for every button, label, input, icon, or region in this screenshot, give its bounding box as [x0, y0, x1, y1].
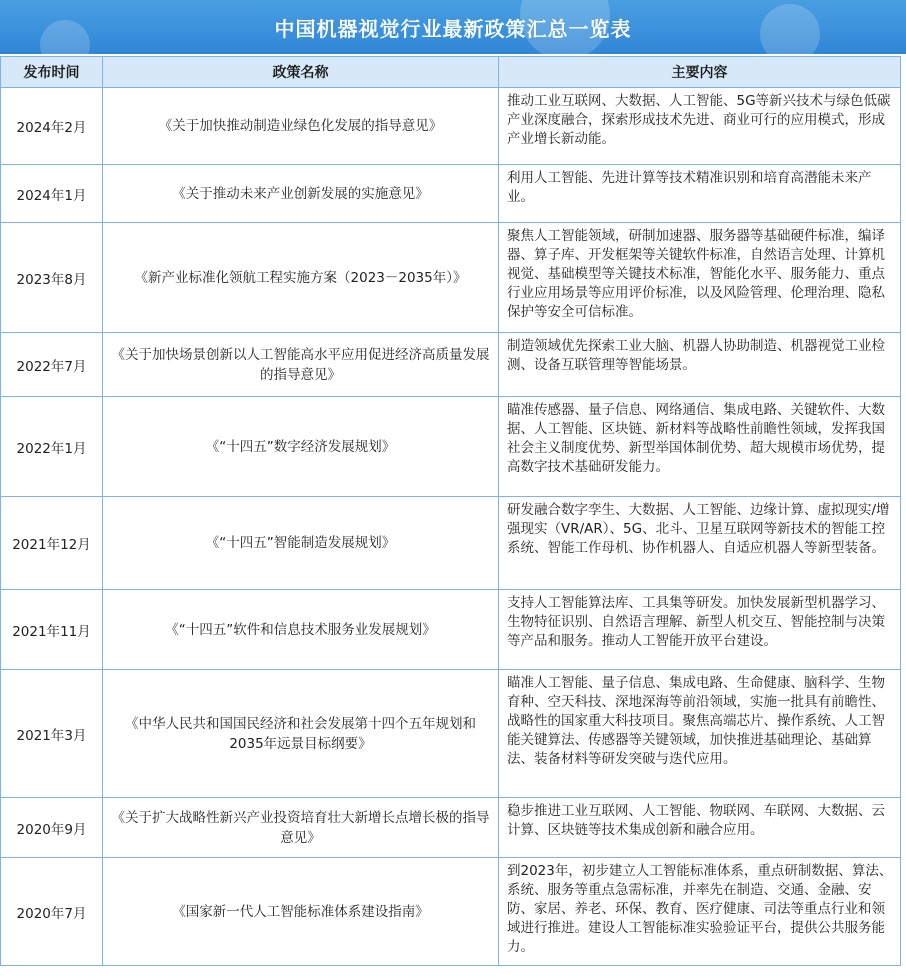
cell-date: 2021年11月 [1, 590, 103, 670]
header-content: 主要内容 [499, 57, 901, 88]
cell-date: 2024年2月 [1, 88, 103, 165]
cell-policy-name: 《关于加快推动制造业绿色化发展的指导意见》 [103, 88, 499, 165]
cell-policy-name: 《关于推动未来产业创新发展的实施意见》 [103, 165, 499, 223]
cell-content: 稳步推进工业互联网、人工智能、物联网、车联网、大数据、云计算、区块链等技术集成创新和融合应用。 [499, 798, 901, 858]
table-row [1, 223, 901, 333]
cell-date: 2021年3月 [1, 670, 103, 798]
cell-content: 研发融合数字孪生、大数据、人工智能、边缘计算、虚拟现实/增强现实（VR/AR）、5G、北斗、卫星互联网等新技术的智能工控系统、智能工作母机、协作机器人、自适应机器人等新型装备。 [499, 497, 901, 590]
cell-date: 2024年1月 [1, 165, 103, 223]
cell-policy-name: 《关于扩大战略性新兴产业投资培育壮大新增长点增长极的指导意见》 [103, 798, 499, 858]
table-row [1, 88, 901, 165]
cell-date: 2021年12月 [1, 497, 103, 590]
cell-date: 2020年7月 [1, 858, 103, 966]
table-row [1, 590, 901, 670]
table-row [1, 165, 901, 223]
cell-content: 到2023年，初步建立人工智能标准体系，重点研制数据、算法、系统、服务等重点急需标准，并率先在制造、交通、金融、安防、家居、养老、环保、教育、医疗健康、司法等重点行业和领域进行推进。建设人工智能标准实验验证平台，提供公共服务能力。 [499, 858, 901, 966]
header-policy-name: 政策名称 [103, 57, 499, 88]
cell-date: 2022年1月 [1, 397, 103, 497]
cell-content: 瞄准传感器、量子信息、网络通信、集成电路、关键软件、大数据、人工智能、区块链、新材料等战略性前瞻性领域，发挥我国社会主义制度优势、新型举国体制优势、超大规模市场优势，提高数字技术基础研发能力。 [499, 397, 901, 497]
table-row [1, 333, 901, 397]
page-title: 中国机器视觉行业最新政策汇总一览表 [274, 16, 632, 41]
cell-content: 支持人工智能算法库、工具集等研发。加快发展新型机器学习、生物特征识别、自然语言理解、新型人机交互、智能控制与决策等产品和服务。推动人工智能开放平台建设。 [499, 590, 901, 670]
cell-policy-name: 《新产业标准化领航工程实施方案（2023－2035年）》 [103, 223, 499, 333]
cell-content: 聚焦人工智能领域，研制加速器、服务器等基础硬件标准，编译器、算子库、开发框架等关键软件标准，自然语言处理、计算机视觉、基础模型等关键技术标准，智能化水平、服务能力、重点行业应用场景等应用评价标准，以及风险管理、伦理治理、隐私保护等安全可信标准。 [499, 223, 901, 333]
cell-content: 制造领域优先探索工业大脑、机器人协助制造、机器视觉工业检测、设备互联管理等智能场景。 [499, 333, 901, 397]
cell-policy-name: 《关于加快场景创新以人工智能高水平应用促进经济高质量发展的指导意见》 [103, 333, 499, 397]
cell-date: 2023年8月 [1, 223, 103, 333]
table-row [1, 858, 901, 966]
table-row [1, 670, 901, 798]
policy-table [0, 56, 901, 966]
table-row [1, 397, 901, 497]
cell-policy-name: 《“十四五”智能制造发展规划》 [103, 497, 499, 590]
cell-content: 瞄准人工智能、量子信息、集成电路、生命健康、脑科学、生物育种、空天科技、深地深海等前沿领域，实施一批具有前瞻性、战略性的国家重大科技项目。聚焦高端芯片、操作系统、人工智能关键算法、传感器等关键领域，加快推进基础理论、基础算法、装备材料等研发突破与迭代应用。 [499, 670, 901, 798]
decorative-circle [760, 4, 820, 64]
cell-content: 利用人工智能、先进计算等技术精准识别和培育高潜能未来产业。 [499, 165, 901, 223]
table-header-row [1, 57, 901, 88]
cell-policy-name: 《“十四五”软件和信息技术服务业发展规划》 [103, 590, 499, 670]
table-row [1, 798, 901, 858]
cell-date: 2020年9月 [1, 798, 103, 858]
table-row [1, 497, 901, 590]
cell-policy-name: 《中华人民共和国国民经济和社会发展第十四个五年规划和2035年远景目标纲要》 [103, 670, 499, 798]
table-title-bar [0, 0, 906, 54]
cell-date: 2022年7月 [1, 333, 103, 397]
cell-policy-name: 《国家新一代人工智能标准体系建设指南》 [103, 858, 499, 966]
cell-policy-name: 《“十四五”数字经济发展规划》 [103, 397, 499, 497]
cell-content: 推动工业互联网、大数据、人工智能、5G等新兴技术与绿色低碳产业深度融合，探索形成技术先进、商业可行的应用模式，形成产业增长新动能。 [499, 88, 901, 165]
header-date: 发布时间 [1, 57, 103, 88]
